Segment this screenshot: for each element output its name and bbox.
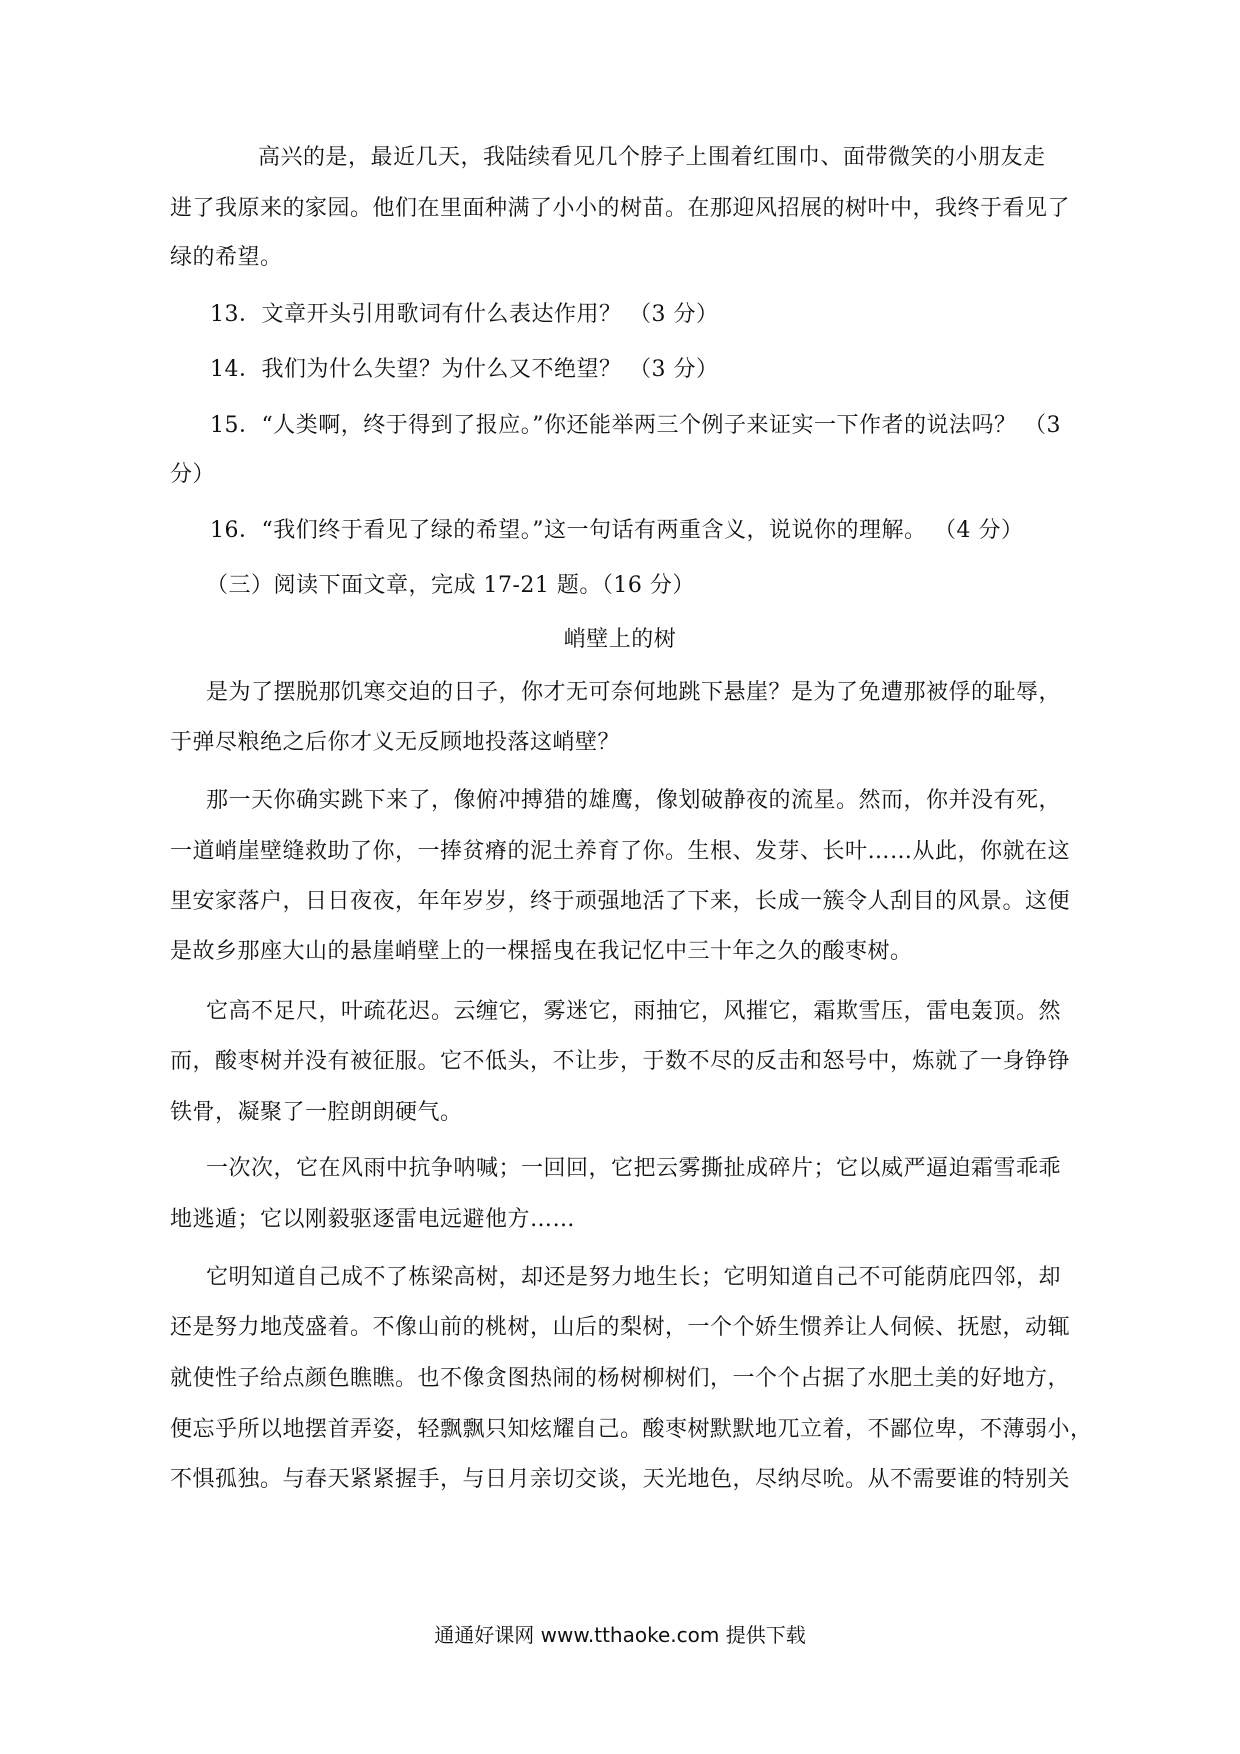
paragraph-line: 绿的希望。 bbox=[170, 245, 283, 270]
article-line: 是故乡那座大山的悬崖峭壁上的一棵摇曳在我记忆中三十年之久的酸枣树。 bbox=[170, 939, 913, 964]
article-line: 那一天你确实跳下来了，像俯冲搏猎的雄鹰，像划破静夜的流星。然而，你并没有死， bbox=[206, 788, 1062, 813]
article-line: 还是努力地茂盛着。不像山前的桃树，山后的梨树，一个个娇生惯养让人伺候、抚慰，动辄 bbox=[170, 1315, 1071, 1340]
question-15-cont: 分） bbox=[170, 462, 216, 487]
article-line: 是为了摆脱那饥寒交迫的日子，你才无可奈何地跳下悬崖？是为了免遭那被俘的耻辱， bbox=[206, 680, 1062, 705]
article-line: 而，酸枣树并没有被征服。它不低头，不让步，于数不尽的反击和怒号中，炼就了一身铮铮 bbox=[170, 1049, 1071, 1074]
question-15: 15．“人类啊，终于得到了报应。”你还能举两三个例子来证实一下作者的说法吗？ （3 bbox=[210, 413, 1061, 438]
page-footer: 通通好课网 www.tthaoke.com 提供下载 bbox=[434, 1623, 806, 1647]
article-line: 它高不足尺，叶疏花迟。云缠它，雾迷它，雨抽它，风摧它，霜欺雪压，雷电轰顶。然 bbox=[206, 999, 1062, 1024]
section-header: （三）阅读下面文章，完成 17-21 题。（16 分） bbox=[206, 573, 695, 598]
article-line: 就使性子给点颜色瞧瞧。也不像贪图热闹的杨树柳树们，一个个占据了水肥土美的好地方， bbox=[170, 1366, 1071, 1391]
article-line: 一道峭崖壁缝救助了你，一捧贫瘠的泥土养育了你。生根、发芽、长叶……从此，你就在这 bbox=[170, 839, 1071, 864]
article-line: 便忘乎所以地摆首弄姿，轻飘飘只知炫耀自己。酸枣树默默地兀立着，不鄙位卑，不薄弱小， bbox=[170, 1417, 1093, 1442]
article-line: 地逃遁；它以刚毅驱逐雷电远避他方…… bbox=[170, 1207, 576, 1232]
article-line: 里安家落户，日日夜夜，年年岁岁，终于顽强地活了下来，长成一簇令人刮目的风景。这便 bbox=[170, 889, 1071, 914]
question-13: 13．文章开头引用歌词有什么表达作用？ （3 分） bbox=[210, 302, 719, 327]
paragraph-line: 高兴的是，最近几天，我陆续看见几个脖子上围着红围巾、面带微笑的小朋友走 bbox=[258, 145, 1046, 170]
article-line: 于弹尽粮绝之后你才义无反顾地投落这峭壁？ bbox=[170, 730, 621, 755]
article-title: 峭壁上的树 bbox=[563, 627, 677, 652]
article-line: 不惧孤独。与春天紧紧握手，与日月亲切交谈，天光地色，尽纳尽吮。从不需要谁的特别关 bbox=[170, 1467, 1071, 1492]
article-line: 一次次，它在风雨中抗争呐喊；一回回，它把云雾撕扯成碎片；它以威严逼迫霜雪乖乖 bbox=[206, 1156, 1062, 1181]
paragraph-line: 进了我原来的家园。他们在里面种满了小小的树苗。在那迎风招展的树叶中，我终于看见了 bbox=[170, 196, 1071, 221]
question-14: 14．我们为什么失望？为什么又不绝望？ （3 分） bbox=[210, 357, 719, 382]
article-line: 它明知道自己成不了栋梁高树，却还是努力地生长；它明知道自己不可能荫庇四邻，却 bbox=[206, 1265, 1062, 1290]
question-16: 16．“我们终于看见了绿的希望。”这一句话有两重含义，说说你的理解。 （4 分） bbox=[210, 518, 1024, 543]
article-line: 铁骨，凝聚了一腔朗朗硬气。 bbox=[170, 1100, 463, 1125]
